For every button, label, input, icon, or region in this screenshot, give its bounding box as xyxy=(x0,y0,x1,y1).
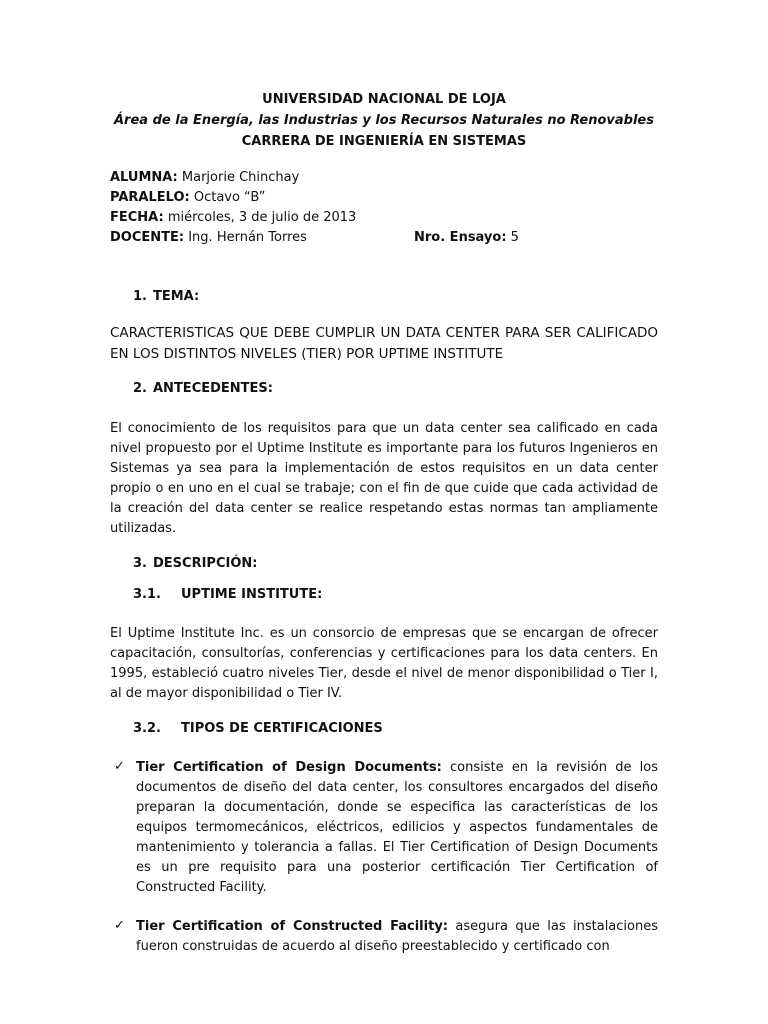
bullet-text: consiste en la revisión de los documentos de diseño del data center, los consultores encargados del diseño preparan la documentación, donde se especifica las características de los equipos termomecánicos, eléctricos, edilicios y aspectos fundamentales de mantenimiento y tolerancia a fallas. El Tier Certification of Design Documents es un pre requisito para una posterior certificación Tier Certification of Constructed Facility. xyxy=(136,760,659,895)
bullet-design-documents xyxy=(136,758,658,898)
career-title: CARRERA DE INGENIERÍA EN SISTEMAS xyxy=(241,134,527,149)
uptime-text: El Uptime Institute Inc. es un consorcio de empresas que se encargan de ofrecer capacitación, consultorías, conferencias y certificaciones para los data centers. En 1995, estableció cuatro niveles Tier, desde el nivel de menor disponibilidad o Tier I, al de mayor disponibilidad o Tier IV. xyxy=(110,626,658,701)
uptime-title: UPTIME INSTITUTE: xyxy=(181,587,323,602)
paralelo-label: PARALELO: xyxy=(110,190,190,205)
fecha-line xyxy=(110,210,356,225)
check-icon: ✓ xyxy=(114,759,125,774)
university-title: UNIVERSIDAD NACIONAL DE LOJA xyxy=(262,92,506,107)
docente-value: Ing. Hernán Torres xyxy=(184,230,307,245)
check-icon: ✓ xyxy=(114,918,125,933)
descripcion-heading xyxy=(133,556,257,571)
bullet-constructed-facility xyxy=(136,917,658,957)
tipos-number: 3.2. xyxy=(133,721,161,736)
tema-heading xyxy=(133,289,199,304)
alumna-label: ALUMNA: xyxy=(110,170,178,185)
tipos-title: TIPOS DE CERTIFICACIONES xyxy=(181,721,383,736)
tipos-heading xyxy=(133,721,383,736)
antecedentes-number: 2. xyxy=(133,381,147,396)
ensayo-label: Nro. Ensayo: xyxy=(414,230,507,245)
fecha-label: FECHA: xyxy=(110,210,164,225)
alumna-value: Marjorie Chinchay xyxy=(177,170,300,185)
antecedentes-heading xyxy=(133,381,273,396)
fecha-value: miércoles, 3 de julio de 2013 xyxy=(163,210,357,225)
antecedentes-title: ANTECEDENTES: xyxy=(153,381,273,396)
paralelo-value: Octavo “B” xyxy=(189,190,266,205)
uptime-heading xyxy=(133,587,322,602)
uptime-number: 3.1. xyxy=(133,587,161,602)
descripcion-title: DESCRIPCIÓN: xyxy=(153,556,258,571)
bullet-title: Tier Certification of Design Documents: xyxy=(136,760,442,775)
bullet-text: asegura que las instalaciones fueron construidas de acuerdo al diseño preestablecido y certificado con xyxy=(136,919,658,954)
alumna-line xyxy=(110,170,299,185)
tema-number: 1. xyxy=(133,289,147,304)
bullet-title: Tier Certification of Constructed Facility: xyxy=(136,919,448,934)
descripcion-number: 3. xyxy=(133,556,147,571)
tema-text: CARACTERISTICAS QUE DEBE CUMPLIR UN DATA CENTER PARA SER CALIFICADO EN LOS DISTINTOS NIVELES (TIER) POR UPTIME INSTITUTE xyxy=(110,325,658,362)
paralelo-line xyxy=(110,190,265,205)
tema-title: TEMA: xyxy=(153,289,200,304)
docente-line xyxy=(110,230,307,245)
ensayo-value: 5 xyxy=(506,230,519,245)
antecedentes-text: El conocimiento de los requisitos para que un data center sea calificado en cada nivel propuesto por el Uptime Institute es importante para los futuros Ingenieros en Sistemas ya sea para la implementación de estos requisitos en un data center propio o en uno en el cual se trabaje; con el fin de que cuide que cada actividad de la creación del data center se realice respetando estas normas tan ampliamente utilizadas. xyxy=(110,421,658,536)
area-subtitle: Área de la Energía, las Industrias y los Recursos Naturales no Renovables xyxy=(114,113,654,128)
docente-label: DOCENTE: xyxy=(110,230,185,245)
ensayo-line xyxy=(414,230,519,245)
